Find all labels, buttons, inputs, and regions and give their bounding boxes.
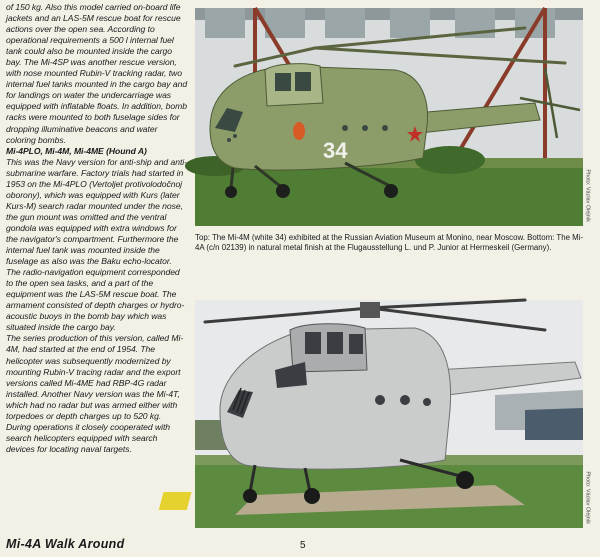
photo-mi-4m-monino [195,8,591,226]
paragraph-rescue-versions: of 150 kg. Also this model carried on-board life jackets and an LAS-5M rescue boat for rescue actions over the open sea. According to operational requirements a 500 l internal fuel tank could also be mounted inside the cargo bay. The Mi-4SP was another rescue version, with nose mounted Rubin-V tracking radar, two internal fuel tanks mounted in the cargo bay and for landings on water the undercarriage was equipped with inflatable floats. In addition, bomb racks were mounted to both fuselage sides for dropping illuminative beacons and water coloring bombs. [6,2,188,145]
helicopter-olive-illustration [195,8,583,226]
section-heading-navy-versions: Mi-4PLO, Mi-4M, Mi-4ME (Hound A) [6,145,147,156]
paragraph-series-production: The series production of this version, called Mi-4M, had started at the end of 1954. The helicopter was subsequently modernized by mounting Rubin-V tracing radar and the export versions called Mi-4ME had RBP-4G radar installed. Another Navy version was the Mi-4T, which had no radar but was armed either with torpedoes or depth charges up to 520 kg. During operations it closely cooperated with search helicopters equipped with search devices for locating naval targets. [6,333,184,454]
article-text-column [6,2,188,455]
photo-credit-bottom: Photo: Václav Olejník [585,471,591,524]
fuselage-number-label: 34 [323,138,348,163]
page-number: 5 [300,540,306,551]
photo-caption: Top: The Mi-4M (white 34) exhibited at the Russian Aviation Museum at Monino, near Moscow. Bottom: The Mi-4A (c/n 02139) in natural metal finish at the Flugausstellung L. und P. Junior at Hermeskeil (Germany). [195,233,584,253]
helicopter-metal-illustration [195,300,583,528]
photo-credit-top: Photo: Václav Olejník [585,169,591,222]
paragraph-navy-version: This was the Navy version for anti-ship and anti-submarine warfare. Factory trials had started in 1953 on the Mi-4PLO (Vertoljet protivolodočnoj oborony), which was equipped with Kurs (later Kurs-M) search radar mounted under the nose, the gun mount was omitted and the ventral gondola was equipped with extra windows for the navigator's compartment. Furthermore the internal fuel tank was mounted inside the fuselage as also was the Baku echo-locator. The radio-navigation equipment corresponded to the open sea tasks, and a part of the equipment was the LAS-5M rescue boat. The armament consisted of depth charges or hydro-acoustic buoys in the bomb bay which was situated inside the cargo bay. [6,156,187,333]
footer-book-title: Mi-4A Walk Around [6,537,125,551]
photo-mi-4a-hermeskeil [195,300,591,528]
